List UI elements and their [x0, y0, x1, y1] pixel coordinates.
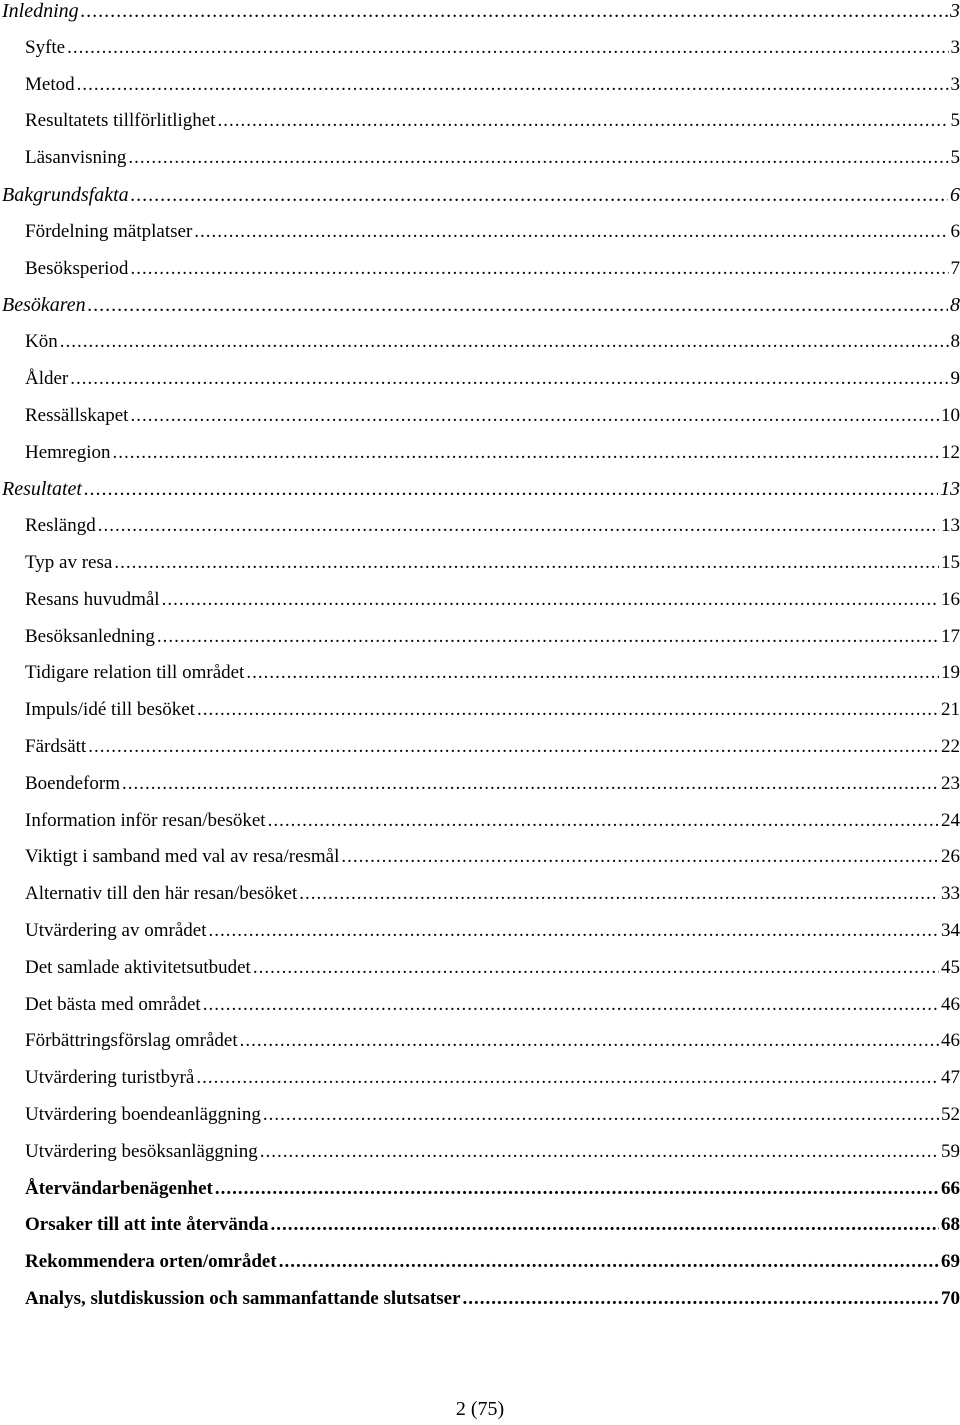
toc-entry[interactable]: [0, 655, 960, 692]
dot-leader: [194, 214, 948, 251]
toc-heading-entry[interactable]: [0, 471, 960, 508]
toc-entry-label: Resultatets tillförlitlighet: [25, 110, 216, 132]
toc-entry-label: Färdsätt: [25, 735, 87, 757]
toc-entry[interactable]: [0, 1244, 960, 1281]
toc-entry-label: Inledning: [2, 0, 79, 22]
toc-entry[interactable]: [0, 692, 960, 729]
toc-entry-page-number: 26: [941, 846, 960, 868]
dot-leader: [130, 398, 939, 435]
dot-leader: [341, 839, 939, 876]
toc-entry[interactable]: [0, 1281, 960, 1318]
toc-entry-page-number: 24: [941, 809, 960, 831]
dot-leader: [208, 913, 939, 950]
toc-entry-page-number: 3: [950, 36, 960, 58]
toc-entry-page-number: 5: [950, 147, 960, 169]
dot-leader: [246, 655, 939, 692]
toc-entry-page-number: 70: [941, 1287, 960, 1309]
dot-leader: [67, 30, 948, 67]
toc-entry-page-number: 5: [950, 110, 960, 132]
dot-leader: [270, 1207, 939, 1244]
dot-leader: [60, 324, 949, 361]
toc-entry-label: Utvärdering boendeanläggning: [25, 1103, 261, 1125]
dot-leader: [463, 1281, 940, 1318]
toc-entry-page-number: 34: [941, 919, 960, 941]
toc-entry-label: Bakgrundsfakta: [2, 183, 129, 206]
toc-entry[interactable]: [0, 324, 960, 361]
toc-entry-page-number: 46: [941, 1030, 960, 1052]
dot-leader: [98, 508, 939, 545]
toc-entry[interactable]: [0, 619, 960, 656]
toc-entry[interactable]: [0, 987, 960, 1024]
toc-entry-page-number: 15: [941, 551, 960, 573]
toc-entry-label: Impuls/idé till besöket: [25, 699, 195, 721]
toc-entry-page-number: 59: [941, 1140, 960, 1162]
dot-leader: [122, 766, 939, 803]
toc-entry-label: Alternativ till den här resan/besöket: [25, 883, 298, 905]
toc-entry[interactable]: [0, 1060, 960, 1097]
toc-entry[interactable]: [0, 1023, 960, 1060]
toc-entry-page-number: 22: [941, 735, 960, 757]
toc-entry-page-number: 6: [950, 183, 960, 206]
toc-entry-page-number: 69: [941, 1251, 960, 1273]
toc-entry-label: Återvändarbenägenhet: [25, 1177, 213, 1199]
dot-leader: [77, 67, 949, 104]
toc-entry-label: Besöksanledning: [25, 625, 155, 647]
toc-entry[interactable]: [0, 839, 960, 876]
toc-entry[interactable]: [0, 913, 960, 950]
toc-entry-page-number: 46: [941, 993, 960, 1015]
toc-entry[interactable]: [0, 1134, 960, 1171]
toc-entry-page-number: 47: [941, 1067, 960, 1089]
toc-entry-label: Rekommendera orten/området: [25, 1251, 277, 1273]
toc-entry[interactable]: [0, 140, 960, 177]
toc-entry-label: Hemregion: [25, 441, 111, 463]
toc-entry-label: Tidigare relation till området: [25, 662, 245, 684]
toc-entry[interactable]: [0, 251, 960, 288]
toc-entry-page-number: 8: [950, 294, 960, 317]
toc-entry-page-number: 9: [950, 367, 960, 389]
toc-entry-page-number: 68: [941, 1214, 960, 1236]
toc-entry-page-number: 23: [941, 772, 960, 794]
toc-entry-label: Läsanvisning: [25, 147, 127, 169]
toc-entry-label: Resultatet: [2, 478, 82, 501]
toc-heading-entry[interactable]: [0, 177, 960, 214]
toc-entry[interactable]: [0, 950, 960, 987]
toc-entry[interactable]: [0, 1097, 960, 1134]
toc-entry[interactable]: [0, 1207, 960, 1244]
toc-entry[interactable]: [0, 214, 960, 251]
toc-entry-page-number: 10: [941, 404, 960, 426]
toc-entry[interactable]: [0, 508, 960, 545]
toc-entry-page-number: 13: [941, 515, 960, 537]
toc-entry-label: Förbättringsförslag området: [25, 1030, 238, 1052]
toc-entry-page-number: 17: [941, 625, 960, 647]
toc-entry-label: Syfte: [25, 36, 66, 58]
toc-entry-label: Utvärdering besöksanläggning: [25, 1140, 258, 1162]
toc-entry[interactable]: [0, 103, 960, 140]
dot-leader: [130, 251, 948, 288]
toc-entry-page-number: 66: [941, 1177, 960, 1199]
toc-entry-page-number: 21: [941, 699, 960, 721]
toc-entry-page-number: 13: [940, 478, 960, 501]
toc-entry[interactable]: [0, 30, 960, 67]
toc-entry-label: Metod: [25, 73, 75, 95]
toc-entry-label: Resans huvudmål: [25, 588, 160, 610]
dot-leader: [260, 1134, 939, 1171]
toc-entry-page-number: 3: [950, 73, 960, 95]
toc-entry[interactable]: [0, 582, 960, 619]
toc-entry-label: Besöksperiod: [25, 257, 129, 279]
toc-heading-entry[interactable]: [0, 287, 960, 324]
toc-entry-page-number: 52: [941, 1103, 960, 1125]
toc-entry-label: Fördelning mätplatser: [25, 220, 193, 242]
dot-leader: [279, 1244, 939, 1281]
toc-entry-label: Orsaker till att inte återvända: [25, 1214, 269, 1236]
toc-entry-label: Analys, slutdiskussion och sammanfattande slutsatser: [25, 1287, 461, 1309]
toc-entry[interactable]: [0, 803, 960, 840]
dot-leader: [88, 287, 948, 324]
toc-entry-page-number: 3: [950, 0, 960, 22]
toc-entry-page-number: 8: [950, 331, 960, 353]
toc-entry-label: Typ av resa: [25, 551, 113, 573]
toc-entry[interactable]: [0, 398, 960, 435]
toc-entry-label: Information inför resan/besöket: [25, 809, 266, 831]
toc-entry-label: Utvärdering av området: [25, 919, 207, 941]
toc-entry[interactable]: [0, 876, 960, 913]
toc-entry[interactable]: [0, 361, 960, 398]
toc-entry-label: Reslängd: [25, 515, 96, 537]
dot-leader: [128, 140, 948, 177]
dot-leader: [131, 177, 948, 214]
dot-leader: [162, 582, 939, 619]
toc-entry[interactable]: [0, 435, 960, 472]
toc-entry[interactable]: [0, 766, 960, 803]
toc-entry-label: Boendeform: [25, 772, 120, 794]
toc-entry-label: Ressällskapet: [25, 404, 129, 426]
dot-leader: [112, 435, 939, 472]
dot-leader: [253, 950, 939, 987]
dot-leader: [196, 1060, 939, 1097]
toc-entry-label: Viktigt i samband med val av resa/resmål: [25, 846, 340, 868]
dot-leader: [157, 619, 939, 656]
dot-leader: [215, 1171, 939, 1208]
toc-entry-page-number: 16: [941, 588, 960, 610]
toc-entry-page-number: 12: [941, 441, 960, 463]
dot-leader: [84, 471, 938, 508]
dot-leader: [197, 692, 939, 729]
toc-entry-label: Ålder: [25, 367, 69, 389]
dot-leader: [218, 103, 949, 140]
dot-leader: [203, 987, 939, 1024]
dot-leader: [114, 545, 939, 582]
toc-entry-page-number: 6: [950, 220, 960, 242]
toc-entry-page-number: 7: [950, 257, 960, 279]
dot-leader: [81, 0, 948, 30]
dot-leader: [88, 729, 939, 766]
toc-entry[interactable]: [0, 545, 960, 582]
toc-entry-label: Utvärdering turistbyrå: [25, 1067, 195, 1089]
toc-entry[interactable]: [0, 729, 960, 766]
toc-entry-page-number: 19: [941, 662, 960, 684]
dot-leader: [70, 361, 948, 398]
toc-entry-page-number: 45: [941, 956, 960, 978]
toc-entry-label: Det bästa med området: [25, 993, 201, 1015]
toc-entry-label: Kön: [25, 331, 58, 353]
toc-entry[interactable]: [0, 67, 960, 104]
dot-leader: [240, 1023, 939, 1060]
toc-entry-label: Besökaren: [2, 294, 86, 317]
toc-heading-entry[interactable]: [0, 0, 960, 30]
page-number: 2 (75): [455, 1398, 505, 1420]
dot-leader: [263, 1097, 939, 1134]
toc-entry-page-number: 33: [941, 883, 960, 905]
dot-leader: [268, 803, 939, 840]
toc-entry-label: Det samlade aktivitetsutbudet: [25, 956, 251, 978]
toc-entry[interactable]: [0, 1171, 960, 1208]
dot-leader: [299, 876, 939, 913]
